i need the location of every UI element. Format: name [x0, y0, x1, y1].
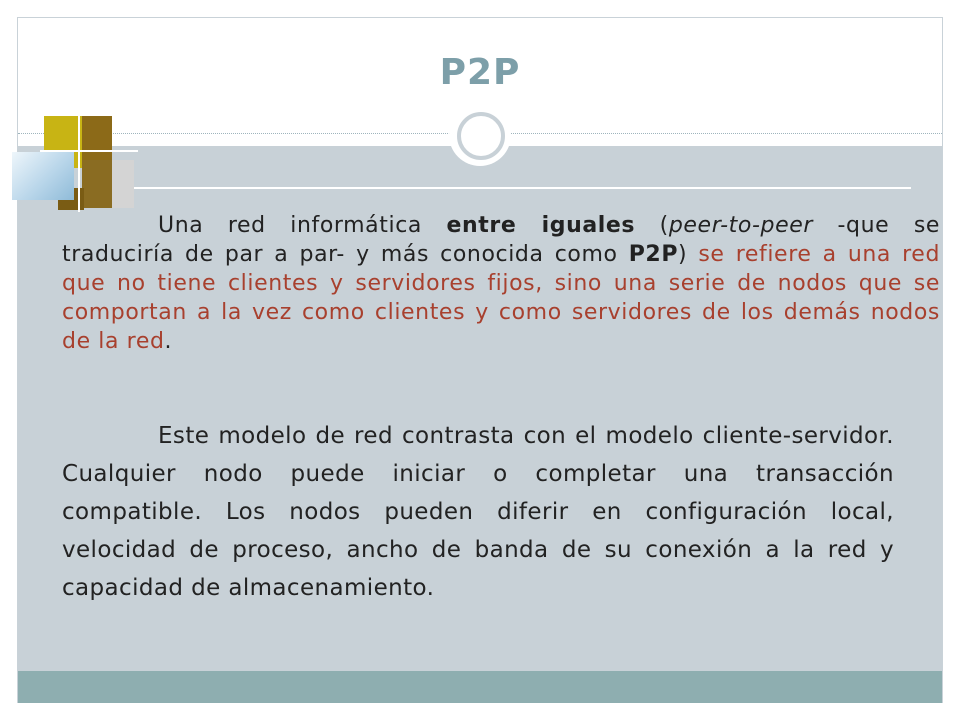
- paragraph-comparison: [62, 417, 894, 607]
- decorative-square-grey: [112, 160, 134, 208]
- p1-period: .: [164, 329, 173, 354]
- p1-text-1: Una red informática: [158, 213, 447, 238]
- decorative-vertical-line: [78, 104, 80, 212]
- p1-text-4: ): [678, 242, 699, 267]
- p1-highlight-definition: se refiere a una red que no tiene clientes y servidores fijos, sino una serie de nodos que se comportan a la vez como clientes y como servidores de los demás nodos de la red: [62, 242, 941, 354]
- decorative-square-brown: [82, 116, 112, 166]
- circle-ornament-ring: [457, 112, 505, 160]
- paragraph-definition: [62, 211, 940, 356]
- decorative-square-tan: [82, 160, 112, 208]
- slide-title: P2P: [439, 52, 521, 93]
- p1-italic-peer-to-peer: peer-to-peer: [668, 213, 813, 238]
- p1-bold-p2p: P2P: [628, 242, 679, 267]
- decorative-horizontal-line: [40, 150, 138, 152]
- decorative-square-blue: [12, 152, 74, 200]
- p1-text-2: (: [635, 213, 669, 238]
- content-rule: [133, 187, 911, 189]
- p1-bold-entre-iguales: entre iguales: [446, 213, 636, 238]
- p2-text: Este modelo de red contrasta con el modelo cliente-servidor. Cualquier nodo puede iniciar o completar una transacción compatible. Los nodos pueden diferir en configuración local, velocidad de proceso, ancho de banda de su conexión a la red y capacidad de almacenamiento.: [62, 423, 894, 601]
- footer-bar: [18, 671, 942, 703]
- p1-text-3: -que se traduciría de par a par- y más conocida como: [62, 213, 941, 267]
